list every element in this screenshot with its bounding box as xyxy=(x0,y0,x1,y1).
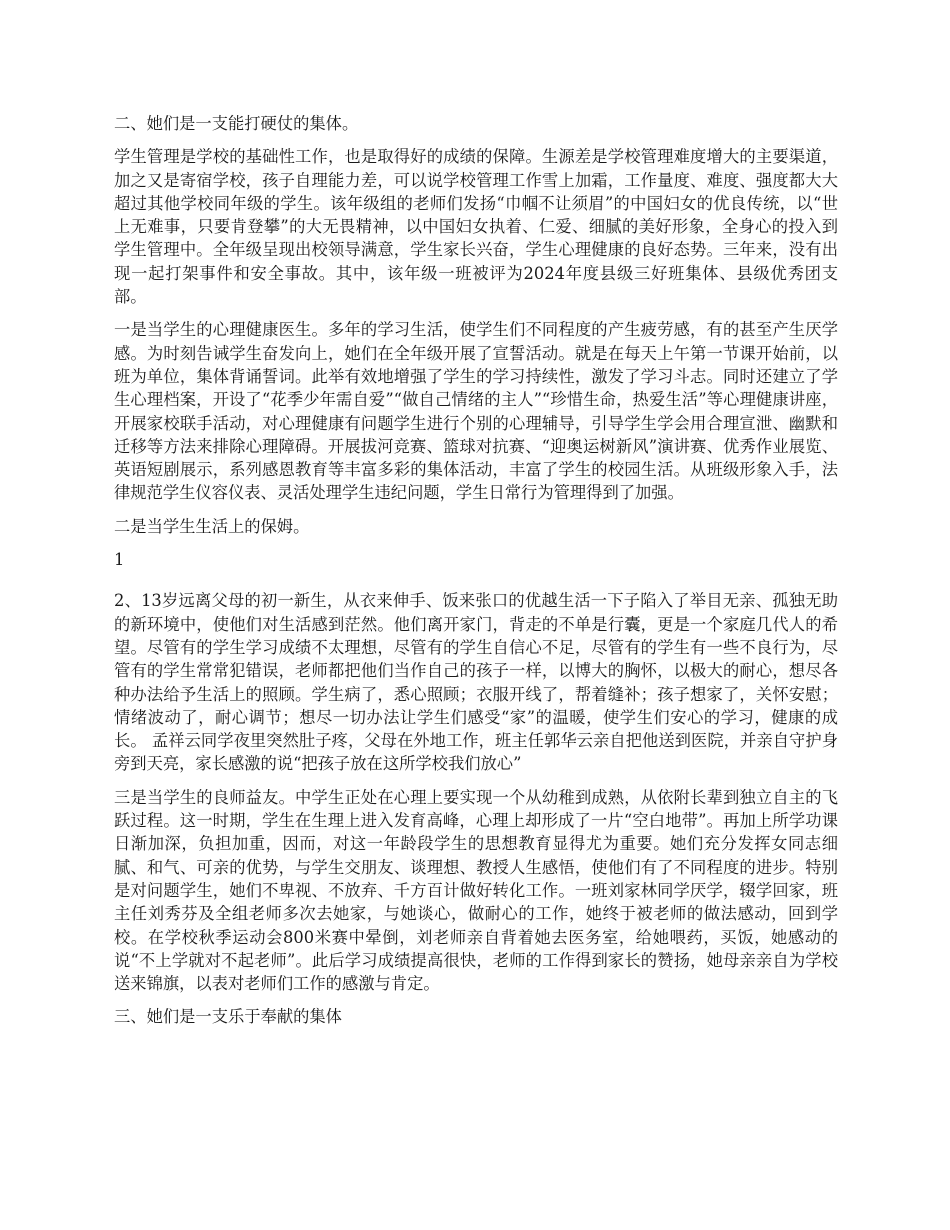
page-number: 1 xyxy=(114,550,125,570)
paragraph-life-nanny-heading: 二是当学生生活上的保姆。 xyxy=(114,516,310,536)
paragraph-mental-health-doctor: 一是当学生的心理健康医生。多年的学习生活，使学生们不同程度的产生疲劳感，有的甚至产生厌学感。为时刻告诫学生奋发向上，她们在全年级开展了宣誓活动。就是在每天上午第一节课开始前，以班为单位，集体背诵誓词。此举有效地增强了学生的学习持续性，激发了学习斗志。同时还建立了学生心理档案，开设了“花季少年需自爱”“做自己情绪的主人”“珍惜生命，热爱生活”等心理健康讲座，开展家校联手活动，对心理健康有问题学生进行个别的心理辅导，引导学生学会用合理宣泄、幽默和迁移等方法来排除心理障碍。开展拔河竞赛、篮球对抗赛、“迎奥运树新风”演讲赛、优秀作业展览、英语短剧展示，系列感恩教育等丰富多彩的集体活动，丰富了学生的校园生活。从班级形象入手，法律规范学生仪容仪表、灵活处理学生违纪问题，学生日常行为管理得到了加强。 xyxy=(114,320,838,503)
section-heading-2: 二、她们是一支能打硬仗的集体。 xyxy=(114,114,359,133)
document-body xyxy=(114,112,838,1039)
paragraph-new-students: 2、13岁远离父母的初一新生，从衣来伸手、饭来张口的优越生活一下子陷入了举目无亲、孤独无助的新环境中，使他们对生活感到茫然。他们离开家门，背走的不单是行囊，更是一个家庭几代人的希望。尽管有的学生学习成绩不太理想，尽管有的学生自信心不足，尽管有的学生有一些不良行为，尽管有的学生常常犯错误，老师都把他们当作自己的孩子一样，以博大的胸怀，以极大的耐心，想尽各种办法给予生活上的照顾。学生病了，悉心照顾；衣服开线了，帮着缝补；孩子想家了，关怀安慰；情绪波动了，耐心调节；想尽一切办法让学生们感受“家”的温暖，使学生们安心的学习，健康的成长。 孟祥云同学夜里突然肚子疼，父母在外地工作，班主任郭华云亲自把他送到医院，并亲自守护身旁到天亮，家长感激的说“把孩子放在这所学校我们放心” xyxy=(114,591,838,774)
paragraph-student-management: 学生管理是学校的基础性工作，也是取得好的成绩的保障。生源差是学校管理难度增大的主要渠道，加之又是寄宿学校，孩子自理能力差，可以说学校管理工作雪上加霜，工作量度、难度、强度都大大超过其他学校同年级的学生。该年级组的老师们发扬“巾帼不让须眉”的中国妇女的优良传统，以“世上无难事，只要肯登攀”的大无畏精神，以中国妇女执着、仁爱、细腻的美好形象，全身心的投入到学生管理中。全年级呈现出校领导满意，学生家长兴奋，学生心理健康的良好态势。三年来，没有出现一起打架事件和安全事故。其中，该年级一班被评为2024年度县级三好班集体、县级优秀团支部。 xyxy=(114,147,838,307)
section-heading-3: 三、她们是一支乐于奉献的集体 xyxy=(114,1007,342,1027)
paragraph-mentor-friend: 三是当学生的良师益友。中学生正处在心理上要实现一个从幼稚到成熟，从依附长辈到独立自主的飞跃过程。这一时期，学生在生理上进入发育高峰，心理上却形成了一片“空白地带”。再加上所学功课日渐加深，负担加重，因而，对这一年龄段学生的思想教育显得尤为重要。她们充分发挥女同志细腻、和气、可亲的优势，与学生交朋友、谈理想、教授人生感悟，使他们有了不同程度的进步。特别是对问题学生，她们不卑视、不放弃、千方百计做好转化工作。一班刘家林同学厌学，辍学回家，班主任刘秀芬及全组老师多次去她家，与她谈心，做耐心的工作，她终于被老师的做法感动，回到学校。在学校秋季运动会800米赛中晕倒，刘老师亲自背着她去医务室，给她喂药，买饭，她感动的说“不上学就对不起老师”。此后学习成绩提高很快，老师的工作得到家长的赞扬，她母亲亲自为学校送来锦旗，以表对老师们工作的感激与肯定。 xyxy=(114,787,838,994)
